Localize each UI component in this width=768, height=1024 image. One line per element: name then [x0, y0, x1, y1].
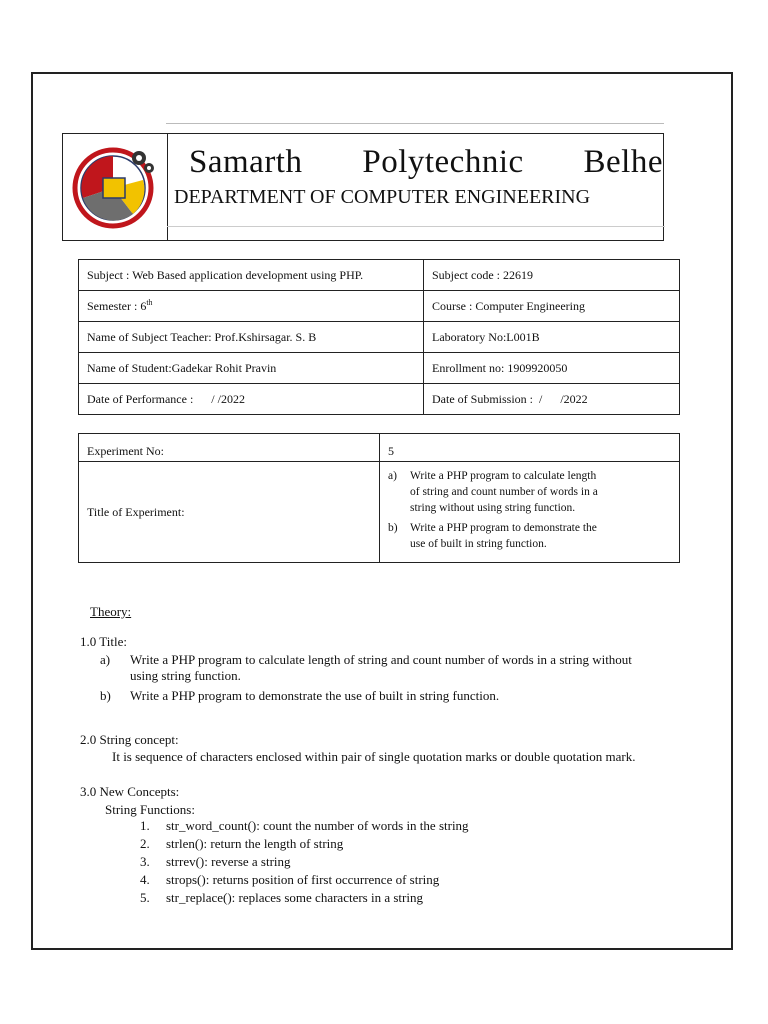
- list-item: [100, 652, 632, 684]
- list-item-text: str_replace(): replaces some characters in a string: [166, 890, 423, 905]
- list-item: [140, 872, 469, 890]
- list-item-text: str_word_count(): count the number of words in the string: [166, 818, 469, 833]
- semester-text: Semester : 6: [87, 299, 147, 313]
- list-item-line: Write a PHP program to calculate length of string and count number of words in a string without: [130, 652, 632, 667]
- section-subtitle: String Functions:: [105, 802, 195, 817]
- list-item-text: Write a PHP program to demonstrate the use of built in string function.: [130, 688, 500, 703]
- list-item: [140, 818, 469, 836]
- list-item-text: strrev(): reverse a string: [166, 854, 291, 869]
- list-item: [140, 890, 469, 908]
- list-item-text: strlen(): return the length of string: [166, 836, 344, 851]
- list-item-line: using string function.: [130, 668, 241, 683]
- theory-heading: Theory:: [90, 604, 132, 619]
- department-name: DEPARTMENT OF COMPUTER ENGINEERING: [174, 186, 591, 208]
- course-cell: Course : Computer Engineering: [424, 291, 680, 322]
- table-row: [79, 291, 680, 322]
- table-row: [79, 434, 680, 462]
- list-item: [388, 468, 671, 516]
- list-item: [388, 520, 671, 552]
- student-name-cell: Name of Student:Gadekar Rohit Pravin: [79, 353, 424, 384]
- table-row: [79, 353, 680, 384]
- experiment-no-label: Experiment No:: [79, 434, 380, 462]
- institute-name-word: Belhe: [583, 144, 663, 180]
- list-item-label: 1.: [140, 818, 150, 833]
- list-item-line: string without using string function.: [410, 502, 576, 514]
- table-row: [79, 260, 680, 291]
- table-row: [79, 384, 680, 415]
- list-item-label: a): [100, 652, 111, 667]
- experiment-table: [78, 433, 680, 563]
- list-item-line: of string and count number of words in a: [410, 486, 598, 498]
- experiment-title-value: [380, 462, 680, 563]
- section-title: 2.0 String concept:: [80, 732, 179, 747]
- header-divider: [167, 226, 665, 227]
- institute-name-word: Samarth: [189, 144, 303, 180]
- submission-date-cell: Date of Submission : / /2022: [424, 384, 680, 415]
- experiment-no-value: 5: [380, 434, 680, 462]
- enrollment-cell: Enrollment no: 1909920050: [424, 353, 680, 384]
- list-item-label: 3.: [140, 854, 150, 869]
- institute-logo-icon: [71, 140, 159, 234]
- list-item: [140, 836, 469, 854]
- student-info-table: [78, 259, 680, 415]
- lab-no-cell: Laboratory No:L001B: [424, 322, 680, 353]
- institute-header: [62, 133, 664, 241]
- list-item: [100, 688, 632, 704]
- header-top-line: [166, 123, 664, 124]
- list-item-text: [410, 520, 597, 552]
- list-item-label: 5.: [140, 890, 150, 905]
- performance-date-cell: Date of Performance : / /2022: [79, 384, 424, 415]
- institute-name-word: Polytechnic: [362, 144, 524, 180]
- list-item-text: strops(): returns position of first occurrence of string: [166, 872, 440, 887]
- table-row: [79, 462, 680, 563]
- list-item-label: 2.: [140, 836, 150, 851]
- semester-sup: th: [146, 298, 153, 307]
- list-item-label: b): [388, 522, 398, 534]
- section-text: It is sequence of characters enclosed within pair of single quotation marks or double quotation mark.: [112, 749, 636, 764]
- list-item-line: Write a PHP program to demonstrate the: [410, 522, 597, 534]
- section-title: 1.0 Title:: [80, 634, 127, 649]
- experiment-title-list: [388, 468, 671, 552]
- list-item-label: 4.: [140, 872, 150, 887]
- list-item-label: b): [100, 688, 111, 703]
- title-list: [100, 652, 632, 708]
- list-item-line: use of built in string function.: [410, 538, 547, 550]
- table-row: [79, 322, 680, 353]
- semester-cell: [79, 291, 424, 322]
- list-item: [140, 854, 469, 872]
- section-title: 3.0 New Concepts:: [80, 784, 180, 799]
- institute-name: [189, 144, 663, 181]
- teacher-cell: Name of Subject Teacher: Prof.Kshirsagar. S. B: [79, 322, 424, 353]
- list-item-label: a): [388, 470, 397, 482]
- subject-code-cell: Subject code : 22619: [424, 260, 680, 291]
- functions-list: [140, 818, 469, 908]
- list-item-line: Write a PHP program to calculate length: [410, 470, 597, 482]
- subject-cell: Subject : Web Based application development using PHP.: [79, 260, 424, 291]
- list-item-text: [130, 652, 632, 684]
- logo-cell: [63, 134, 168, 240]
- list-item-text: [410, 468, 598, 516]
- experiment-title-label: Title of Experiment:: [79, 462, 380, 563]
